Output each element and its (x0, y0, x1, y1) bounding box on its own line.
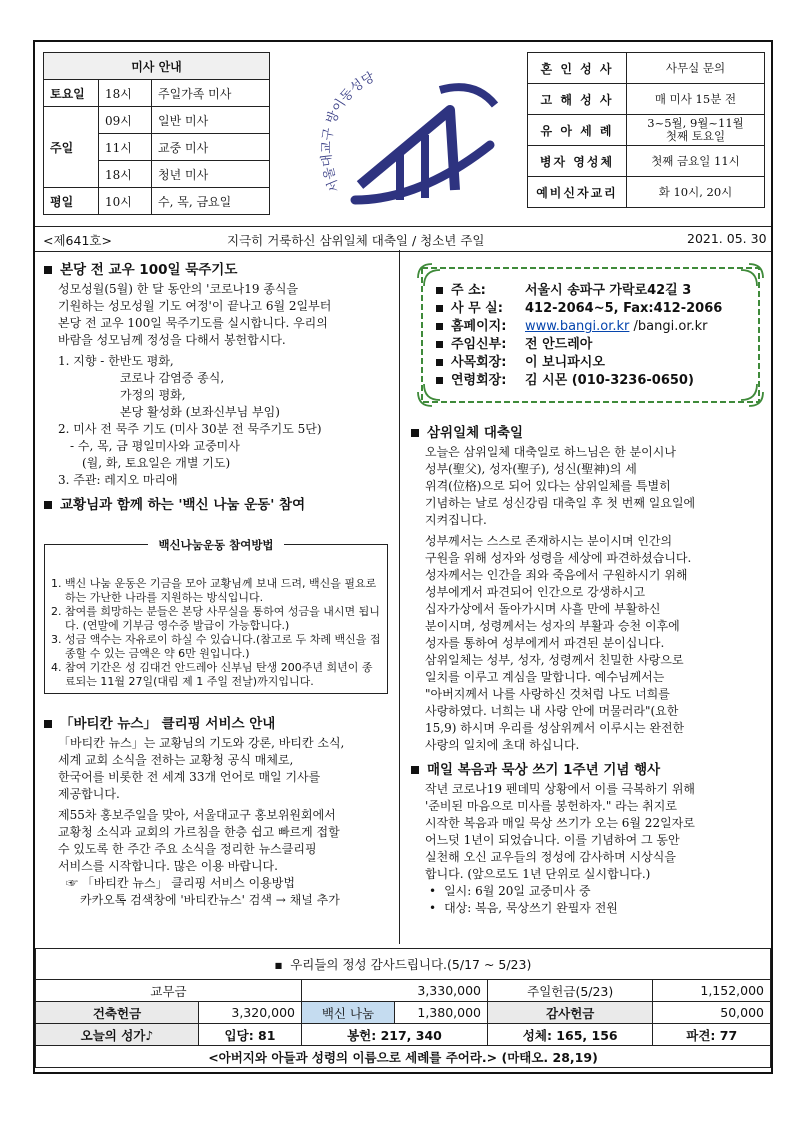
square-bullet-icon (436, 377, 443, 384)
contact-value: /bangi.or.kr (629, 319, 708, 334)
text-line: 교황청 소식과 교회의 가르침을 한층 쉽고 빠르게 접할 (58, 825, 340, 839)
section-title-text: 「바티칸 뉴스」 클리핑 서비스 안내 (60, 716, 276, 732)
hymn-label: 오늘의 성가♪ (36, 1024, 199, 1046)
parish-logo (300, 50, 500, 220)
text-line: 제공합니다. (58, 787, 120, 801)
text-line: 분이시며, 성령께서는 성자의 부활과 승천 이후에 (425, 619, 680, 633)
left-column (44, 262, 394, 514)
list-item: 3. 성금 액수는 자유로이 하실 수 있습니다.(참고로 두 차례 백신을 접종할 수 있는 금액은 약 6만 원입니다.) (65, 633, 381, 661)
section-title-gospel (411, 762, 767, 779)
text-line: 카카오톡 검색창에 '바티칸뉴스' 검색 → 채널 추가 (80, 893, 340, 907)
list-item: (월, 화, 토요일은 개별 기도) (82, 456, 231, 470)
mass-day: 평일 (44, 188, 99, 215)
text-line: 기원하는 성모성월 기도 여정'이 끝나고 6월 2일부터 (58, 299, 332, 313)
text-line: 십자가상에서 돌아가시며 사흘 만에 부활하신 (425, 602, 661, 616)
square-bullet-icon (436, 359, 443, 366)
section-title-trinity (411, 425, 767, 442)
section-title-text: 매일 복음과 묵상 쓰기 1주년 기념 행사 (427, 762, 661, 778)
text-line: 성부에게서 파견되어 인간으로 강생하시고 (425, 585, 646, 599)
contact-value: 전 안드레아 (525, 337, 593, 352)
list-item: 본당 활성화 (보좌신부님 부임) (120, 405, 280, 419)
square-bullet-icon: ■ (274, 961, 283, 970)
text-line: 한국어를 비롯한 전 세계 33개 언어로 매일 기사를 (58, 770, 321, 784)
square-bullet-icon (44, 266, 52, 274)
offering-label: 교무금 (36, 980, 302, 1002)
section-title-text: 삼위일체 대축일 (427, 425, 523, 441)
contact-label: 사목회장: (451, 355, 507, 370)
issue-date: 2021. 05. 30 (687, 231, 767, 246)
vatican-news-section (44, 716, 394, 909)
offering-label-highlight: 백신 나눔 (302, 1002, 395, 1024)
mass-time: 11시 (99, 134, 152, 161)
section-title-vaccine (44, 497, 394, 514)
list-item: 4. 참여 기간은 성 김대건 안드레아 신부님 탄생 200주년 희년이 종료되는 11월 27일(대림 제 1 주일 전날)까지입니다. (65, 661, 381, 689)
mass-desc: 일반 미사 (152, 107, 270, 134)
list-item: 2. 참여를 희망하는 분들은 본당 사무실을 통하여 성금을 내시면 됩니다. (연말에 기부금 영수증 발급이 가능합니다.) (65, 605, 381, 633)
dot-bullet-icon: • (429, 901, 437, 915)
mass-day: 주일 (44, 107, 99, 188)
mass-desc: 청년 미사 (152, 161, 270, 188)
sacrament-key: 혼 인 성 사 (528, 53, 627, 84)
text-line: '준비된 마음으로 미사를 봉헌하자." 라는 취지로 (425, 799, 677, 813)
contact-label: 주 소: (451, 283, 486, 298)
square-bullet-icon (436, 323, 443, 330)
vaccine-box-title (45, 537, 387, 553)
bullet-text: 대상: 복음, 묵상쓰기 완필자 전원 (444, 901, 618, 915)
square-bullet-icon (411, 429, 419, 437)
hand-point-line: ☞ 「바티칸 뉴스」 클리핑 서비스 이용방법 (66, 876, 295, 890)
mass-schedule-table (43, 52, 270, 215)
closing-quote: <아버지와 아들과 성령의 이름으로 세례를 주어라.> (마태오. 28,19) (36, 1046, 771, 1068)
text-line: 성자께서는 인간을 죄와 죽음에서 구원하시기 위해 (425, 568, 688, 582)
text-line: 서비스를 시작합니다. 많은 이용 바랍니다. (58, 859, 278, 873)
offering-label: 건축헌금 (36, 1002, 199, 1024)
list-item: 1. 백신 나눔 운동은 기금을 모아 교황님께 보내 드려, 백신을 필요로 하는 가난한 나라를 지원하는 방식입니다. (65, 577, 381, 605)
vaccine-list (45, 577, 387, 689)
text-line: 수 있도록 한 주간 주요 소식을 정리한 뉴스클리핑 (58, 842, 317, 856)
square-bullet-icon (436, 287, 443, 294)
text-line: 위격(位格)으로 되어 있다는 삼위일체를 특별히 (425, 479, 671, 493)
issue-header-bar (35, 226, 771, 252)
homepage-link[interactable]: www.bangi.or.kr (525, 319, 630, 334)
text-line: 성자를 통하여 성부에게서 파견된 분이십니다. (425, 636, 665, 650)
square-bullet-icon (44, 501, 52, 509)
sacrament-val-line1: 3~5월, 9월~11월 (647, 116, 744, 130)
contact-lines (436, 282, 722, 390)
vaccine-box (44, 538, 388, 694)
contact-address (436, 282, 722, 300)
text-line: 합니다. (앞으로도 1년 단위로 실시합니다.) (425, 867, 651, 881)
square-bullet-icon (44, 720, 52, 728)
text-line: 구원을 위해 성자와 성령을 세상에 파견하셨습니다. (425, 551, 692, 565)
issue-title: 지극히 거룩하신 삼위일체 대축일 / 청소년 주일 (227, 233, 485, 248)
text-line: 사랑의 일치에 초대 하십니다. (425, 738, 580, 752)
contact-box (416, 262, 765, 408)
mass-desc: 수, 목, 금요일 (152, 188, 270, 215)
offering-amount: 1,152,000 (653, 980, 771, 1002)
text-line: "아버지께서 나를 사랑하신 것처럼 나도 너희를 (425, 687, 670, 701)
bullet-item (425, 883, 767, 900)
contact-value: 서울시 송파구 가락로42길 3 (525, 283, 692, 298)
bullet-item (425, 900, 767, 917)
list-item: 3. 주관: 레지오 마리애 (58, 473, 178, 487)
vatican-body (44, 735, 394, 909)
hymn-entry: 입당: 81 (199, 1024, 302, 1046)
square-bullet-icon (436, 341, 443, 348)
offering-amount: 1,380,000 (395, 1002, 488, 1024)
sacrament-val: 첫째 금요일 11시 (627, 146, 765, 177)
mass-time: 09시 (99, 107, 152, 134)
issue-number: <제641호> (43, 233, 112, 248)
column-divider (399, 250, 400, 944)
text-line: 오늘은 삼위일체 대축일로 하느님은 한 분이시나 (425, 445, 676, 459)
mass-schedule-title: 미사 안내 (44, 53, 270, 80)
offering-title-text: 우리들의 정성 감사드립니다.(5/17 ~ 5/23) (290, 957, 532, 972)
sacrament-val: 매 미사 15분 전 (627, 84, 765, 115)
text-line: 어느덧 1년이 되었습니다. 이를 기념하여 그 동안 (425, 833, 680, 847)
contact-homepage (436, 318, 722, 336)
square-bullet-icon (436, 305, 443, 312)
offering-amount: 3,320,000 (199, 1002, 302, 1024)
text-line: 기념하는 날로 성신강림 대축일 후 첫 번째 일요일에 (425, 496, 696, 510)
text-line: 실천해 오신 교우들의 정성에 감사하며 시상식을 (425, 850, 676, 864)
dot-bullet-icon: • (429, 884, 437, 898)
hymn-dismissal: 파견: 77 (653, 1024, 771, 1046)
sacrament-table (527, 52, 765, 208)
offering-label: 주일헌금(5/23) (488, 980, 653, 1002)
text-line: 바람을 성모님께 정성을 다해서 봉헌합시다. (58, 333, 286, 347)
text-line: 시작한 복음과 매일 묵상 쓰기가 오는 6월 22일자로 (425, 816, 695, 830)
mass-desc: 주일가족 미사 (152, 80, 270, 107)
offering-title (36, 949, 771, 980)
mass-time: 10시 (99, 188, 152, 215)
hymn-communion: 성체: 165, 156 (488, 1024, 653, 1046)
contact-label: 사 무 실: (451, 301, 503, 316)
offering-table (35, 948, 771, 1068)
list-item: 가정의 평화, (120, 388, 186, 402)
square-bullet-icon (411, 766, 419, 774)
contact-value: 이 보니파시오 (525, 355, 605, 370)
offering-amount: 50,000 (653, 1002, 771, 1024)
bullet-text: 일시: 6월 20일 교중미사 중 (444, 884, 591, 898)
hymn-offertory: 봉헌: 217, 340 (302, 1024, 488, 1046)
vaccine-box-title-text: 백신나눔운동 참여방법 (148, 538, 283, 552)
gospel-body (411, 781, 767, 917)
sacrament-val: 사무실 문의 (627, 53, 765, 84)
contact-label: 연령회장: (451, 373, 507, 388)
text-line: 사랑하였다. 너희는 내 사랑 안에 머물러라"(요한 (425, 704, 679, 718)
section-title-text: 본당 전 교우 100일 묵주기도 (60, 262, 238, 278)
right-column (411, 425, 767, 917)
section-title-text: 교황님과 함께 하는 '백신 나눔 운동' 참여 (60, 497, 306, 513)
list-item: 코로나 감염증 종식, (120, 371, 225, 385)
mass-time: 18시 (99, 80, 152, 107)
sacrament-val-line2: 첫째 토요일 (665, 129, 726, 143)
offering-amount: 3,330,000 (302, 980, 488, 1002)
section-title-vatican (44, 716, 394, 733)
logo-text: 서울대교구 방이동성당 (319, 69, 378, 195)
sacrament-val (627, 115, 765, 146)
text-line: 지켜집니다. (425, 513, 487, 527)
text-line: 「바티칸 뉴스」는 교황님의 기도와 강론, 바티칸 소식, (58, 736, 345, 750)
sacrament-val: 화 10시, 20시 (627, 177, 765, 208)
list-item: 1. 지향 - 한반도 평화, (58, 354, 174, 368)
rosary-body (44, 281, 394, 489)
text-line: 제55차 홍보주일을 맞아, 서울대교구 홍보위원회에서 (58, 808, 336, 822)
contact-value: 412-2064~5, Fax:412-2066 (525, 301, 723, 316)
text-line: 삼위일체는 성부, 성자, 성령께서 친밀한 사랑으로 (425, 653, 684, 667)
sacrament-key: 병자 영성체 (528, 146, 627, 177)
text-line: 성모성월(5월) 한 달 동안의 '코로나19 종식을 (58, 282, 299, 296)
sacrament-key: 예비신자교리 (528, 177, 627, 208)
contact-value: 김 시몬 (010-3236-0650) (525, 373, 694, 388)
text-line: 성부께서는 스스로 존재하시는 분이시며 인간의 (425, 534, 673, 548)
text-line: 본당 전 교우 100일 묵주기도를 실시합니다. 우리의 (58, 316, 328, 330)
contact-pastor (436, 336, 722, 354)
sacrament-key: 고 해 성 사 (528, 84, 627, 115)
text-line: 작년 코로나19 펜데믹 상황에서 이를 극복하기 위해 (425, 782, 695, 796)
contact-label: 홈페이지: (451, 319, 507, 334)
text-line: 세계 교회 소식을 전하는 교황청 공식 매체로, (58, 753, 294, 767)
contact-label: 주임신부: (451, 337, 507, 352)
text-line: 성부(聖父), 성자(聖子), 성신(聖神)의 세 (425, 462, 637, 476)
contact-office (436, 300, 722, 318)
mass-desc: 교중 미사 (152, 134, 270, 161)
contact-council (436, 354, 722, 372)
text-line: 일치를 이루고 계심을 말합니다. 예수님께서는 (425, 670, 665, 684)
sacrament-key: 유 아 세 례 (528, 115, 627, 146)
section-title-rosary (44, 262, 394, 279)
offering-label: 감사헌금 (488, 1002, 653, 1024)
mass-day: 토요일 (44, 80, 99, 107)
mass-time: 18시 (99, 161, 152, 188)
text-line: 15,9) 하시며 우리를 성삼위께서 이루시는 완전한 (425, 721, 685, 735)
contact-memorial (436, 372, 722, 390)
trinity-body (411, 444, 767, 754)
list-item: 2. 미사 전 묵주 기도 (미사 30분 전 묵주기도 5단) (58, 422, 322, 436)
list-item: - 수, 목, 금 평일미사와 교중미사 (70, 439, 240, 453)
